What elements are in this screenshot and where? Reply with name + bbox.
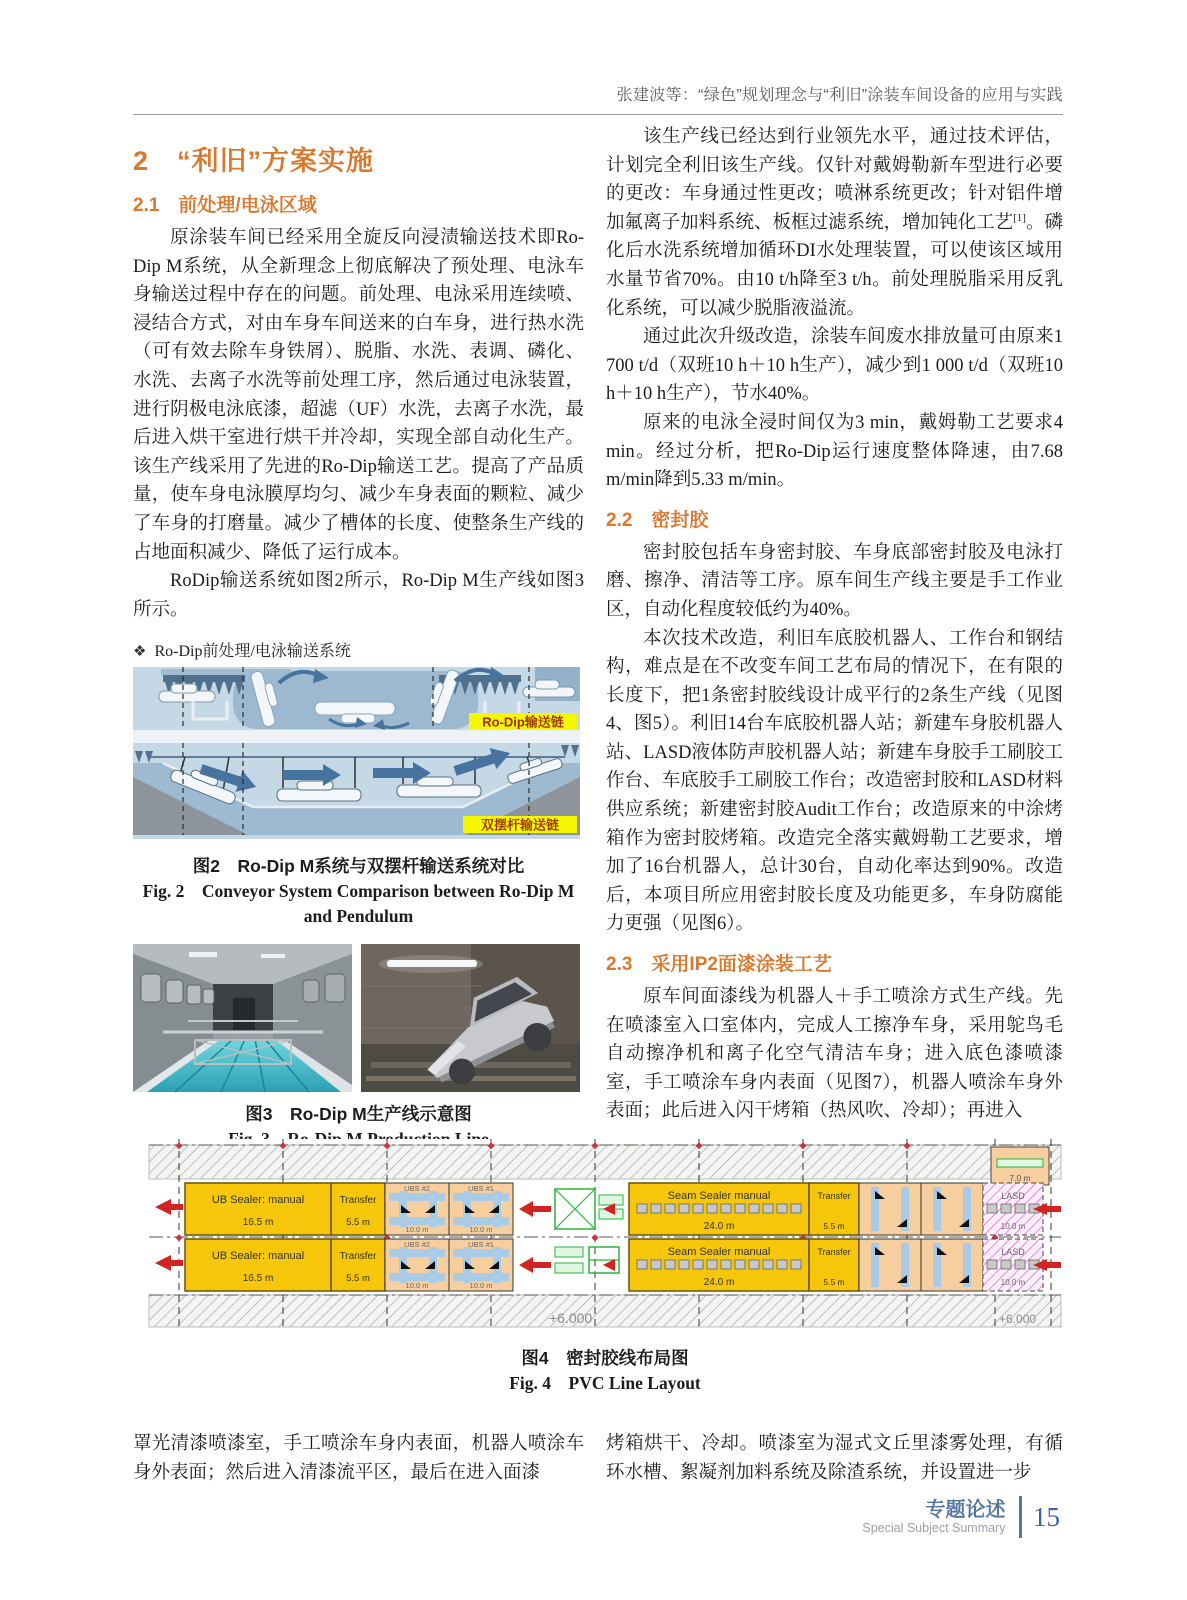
subsection-heading-2-1: 2.1 前处理/电泳区域 <box>133 195 317 216</box>
fig4-lasd-label: LASD <box>1001 1247 1025 1257</box>
footer-section-zh: 专题论述 <box>925 1499 1006 1521</box>
two-column-body <box>133 123 1063 1127</box>
fig4-ub-label: UB Sealer: manual <box>211 1250 305 1262</box>
fig4-roof-length: 7.0 m <box>1009 1173 1031 1183</box>
section-heading-2: 2 “利旧”方案实施 <box>133 146 375 176</box>
figure-4-caption-zh: 图4 密封胶线布局图 <box>521 1348 689 1368</box>
fig4-transfer-label: Transfer <box>817 1191 851 1201</box>
footer-section-labels <box>862 1499 1005 1535</box>
footer-section-en: Special Subject Summary <box>862 1521 1006 1535</box>
subsection-heading-2-2: 2.2 密封胶 <box>606 509 709 531</box>
fig4-transfer-length: 5.5 m <box>346 1217 370 1228</box>
bottom-two-columns <box>133 1430 1063 1487</box>
rodip-chain-tag: Ro-Dip输送链 <box>482 714 564 730</box>
figure-3-photos <box>133 944 584 1092</box>
paragraph-text: 。磷化后水洗系统增加循环DI水处理装置，可以使该区域用水量节省70%。由10 t/h降至3 t/h。前处理脱脂采用反乳化系统，可以减少脱脂液溢流。 <box>606 212 1063 319</box>
paragraph: 原涂装车间已经采用全旋反向浸渍输送技术即Ro-Dip M系统，从全新理念上彻底解决了预处理、电泳车身输送过程中存在的问题。前处理、电泳采用连续喷、浸结合方式，对由车身车间送来的白车身，进行热水洗（可有效去除车身铁屑）、脱脂、水洗、表调、磷化、水洗、去离子水洗等前处理工序，然后通过电泳装置，进行阴极电泳底漆，超滤（UF）水洗，去离子水洗，最后进入烘干室进行烘干并冷却，实现全部自动化生产。该生产线采用了先进的Ro-Dip输送工艺。提高了产品质量，使车身电泳膜厚均匀、减少车身表面的颗粒、减少了车身的打磨量。减少了槽体的长度、使整条生产线的占地面积减少、降低了运行成本。 <box>133 228 584 563</box>
bottom-left-column <box>133 1430 584 1487</box>
paragraph <box>606 123 1063 323</box>
fig4-lasd-length: 10.0 m <box>1000 1222 1026 1231</box>
fig4-transfer-label: Transfer <box>817 1247 851 1257</box>
right-column <box>606 123 1063 1127</box>
fig4-lasd-length: 10.0 m <box>1000 1278 1026 1287</box>
figure-2-label <box>133 638 584 661</box>
page-footer <box>862 1496 1060 1538</box>
bottom-right-column <box>606 1430 1063 1487</box>
page-number: 15 <box>1033 1501 1060 1532</box>
figure-3-caption-zh: 图3 Ro-Dip M生产线示意图 <box>245 1104 472 1125</box>
figure-3-photo-dip-tank <box>133 944 352 1092</box>
fig4-ub-length: 16.5 m <box>242 1217 274 1228</box>
paragraph: 原车间面漆线为机器人＋手工喷涂方式生产线。先在喷漆室入口室体内，完成人工擦净车身，采用鸵鸟毛自动擦净机和离子化空气清洁车身；进入底色漆喷漆室，手工喷涂车身内表面（见图7），机器人喷涂车身外表面；此后进入闪干烤箱（热风吹、冷却）；再进入 <box>606 987 1063 1122</box>
fig4-ubs1-label: UBS #1 <box>468 1184 494 1193</box>
figure-2-caption-en: Fig. 2 Conveyor System Comparison between Ro-Dip M and Pendulum <box>142 881 575 927</box>
fig4-ubs-length: 10.0 m <box>405 1281 429 1290</box>
paragraph: 罩光清漆喷漆室，手工喷涂车身内表面，机器人喷涂车身外表面；然后进入清漆流平区，最后在进入面漆 <box>133 1434 584 1483</box>
fig4-ubs2-label: UBS #2 <box>404 1184 430 1193</box>
fig4-transfer-length: 5.5 m <box>346 1273 370 1284</box>
fig4-ubs1-label: UBS #1 <box>468 1240 494 1249</box>
fig4-ubs-length: 10.0 m <box>469 1225 493 1234</box>
figure-4-caption <box>149 1345 1061 1396</box>
figure-2-caption <box>133 853 584 929</box>
fig4-elevation-label: +6.000 <box>549 1310 593 1326</box>
diamond-bullet-icon: ❖ <box>133 644 147 661</box>
subsection-heading-2-3: 2.3 采用IP2面漆涂装工艺 <box>606 954 832 976</box>
paragraph: 通过此次升级改造，涂装车间废水排放量可由原来1 700 t/d（双班10 h＋10 h生产），减少到1 000 t/d（双班10 h＋10 h生产），节水40%。 <box>606 327 1063 405</box>
figure-4-caption-en: Fig. 4 PVC Line Layout <box>509 1373 701 1393</box>
fig4-ub-label: UB Sealer: manual <box>211 1194 305 1206</box>
figure-2-label-text: Ro-Dip前处理/电泳输送系统 <box>154 643 351 661</box>
paragraph: RoDip输送系统如图2所示，Ro-Dip M生产线如图3所示。 <box>133 571 584 620</box>
left-column <box>133 123 584 1127</box>
figure-2-caption-zh: 图2 Ro-Dip M系统与双摆杆输送系统对比 <box>192 856 525 877</box>
pendulum-chain-tag: 双摆杆输送链 <box>480 817 560 833</box>
paragraph: 烤箱烘干、冷却。喷漆室为湿式文丘里漆雾处理，有循环水槽、絮凝剂加料系统及除渣系统，并设置进一步 <box>606 1434 1063 1483</box>
fig4-lasd-label: LASD <box>1001 1191 1025 1201</box>
fig4-transfer-length: 5.5 m <box>823 1221 845 1231</box>
fig4-transfer-length: 5.5 m <box>823 1277 845 1287</box>
fig4-seam-label: Seam Sealer manual <box>667 1246 771 1258</box>
fig4-ubs-length: 10.0 m <box>469 1281 493 1290</box>
paragraph: 原来的电泳全浸时间仅为3 min，戴姆勒工艺要求4 min。经过分析，把Ro-Dip运行速度整体降速，由7.68 m/min降到5.33 m/min。 <box>606 412 1063 491</box>
reference-superscript: [1] <box>1013 211 1026 224</box>
fig4-elevation-label: +6.000 <box>999 1312 1037 1326</box>
fig4-transfer-label: Transfer <box>339 1251 377 1262</box>
fig4-ubs-length: 10.0 m <box>405 1225 429 1234</box>
figure-2-diagram <box>133 667 580 839</box>
fig4-transfer-label: Transfer <box>339 1195 377 1206</box>
figure-4 <box>149 1139 1061 1396</box>
fig4-seam-length: 24.0 m <box>703 1221 735 1232</box>
figure-3-photo-car-body <box>361 944 580 1092</box>
fig4-ub-length: 16.5 m <box>242 1273 274 1284</box>
fig4-seam-label: Seam Sealer manual <box>667 1190 771 1202</box>
paragraph: 本次技术改造，利旧车底胶机器人、工作台和钢结构，难点是在不改变车间工艺布局的情况下，在有限的长度下，把1条密封胶线设计成平行的2条生产线（见图4、图5）。利旧14台车底胶机器人站；新建车身胶机器人站、LASD液体防声胶机器人站；新建车身胶手工刷胶工作台、车底胶手工刷胶工作台；改造密封胶和LASD材料供应系统；新建密封胶Audit工作台；改造原来的中涂烤箱作为密封胶烤箱。改造完全落实戴姆勒工艺要求，增加了16台机器人，总计30台，自动化率达到90%。改造后，本项目所应用密封胶长度及功能更多，车身防腐能力更强（见图6）。 <box>606 628 1063 935</box>
running-head: 张建波等：“绿色”规划理念与“利旧”涂装车间设备的应用与实践 <box>616 87 1063 104</box>
fig4-seam-length: 24.0 m <box>703 1277 735 1288</box>
paragraph-text: 该生产线已经达到行业领先水平，通过技术评估，计划完全利旧该生产线。仅针对戴姆勒新车型进行必要的更改：车身通过性更改；喷淋系统更改；针对铝件增加氟离子加料系统、板框过滤系统，增加钝化工艺 <box>606 127 1063 233</box>
header-rule <box>133 114 1063 115</box>
footer-divider-bar <box>1019 1496 1023 1538</box>
page-content <box>133 82 1063 1487</box>
paragraph: 密封胶包括车身密封胶、车身底部密封胶及电泳打磨、擦净、清洁等工序。原车间生产线主要是手工作业区，自动化程度较低约为40%。 <box>606 542 1063 620</box>
fig4-ubs2-label: UBS #2 <box>404 1240 430 1249</box>
figure-4-layout-drawing <box>149 1139 1061 1331</box>
